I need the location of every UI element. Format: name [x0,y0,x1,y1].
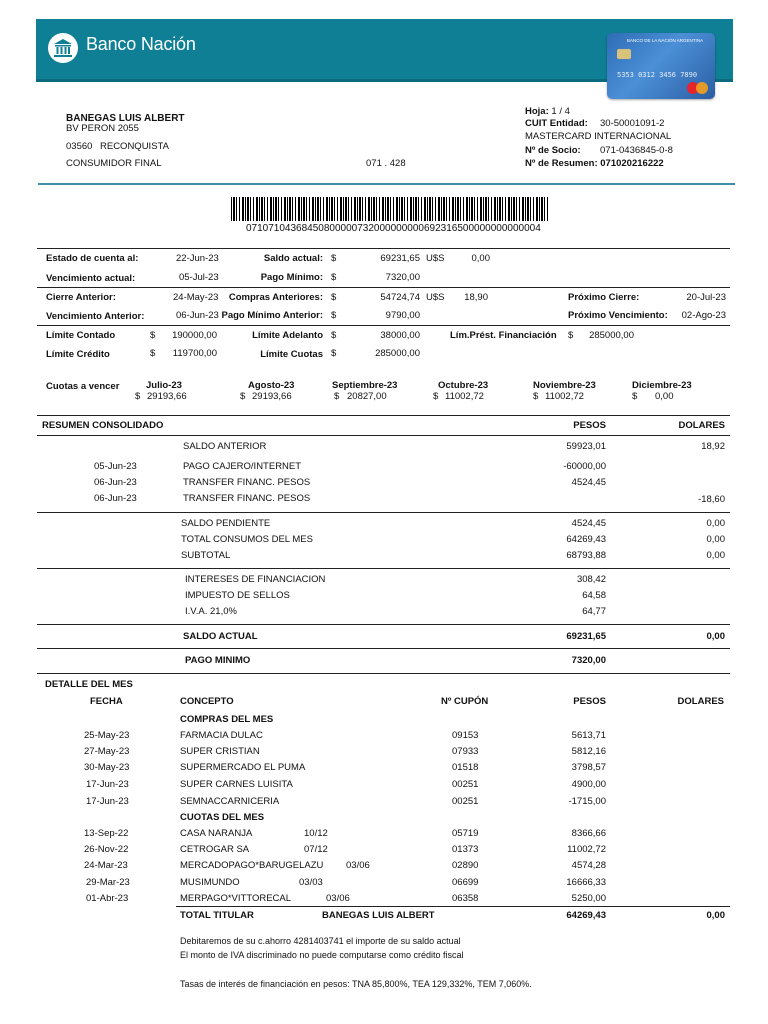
group3-pesos: 64,58 [582,590,606,601]
txn-concept: MERPAGO*VITTORECAL [180,893,292,904]
cuota-month: Agosto-23 [248,380,295,391]
saldo-actual-value: 69231,65 [380,253,420,264]
group3-pesos: 64,77 [582,606,606,617]
cuota-month: Octubre-23 [438,380,489,391]
group2-label: SUBTOTAL [181,550,231,561]
col-pesos: PESOS [573,696,606,707]
credit-card-icon [607,33,715,99]
cierre-anterior-label: Cierre Anterior: [46,292,116,303]
txn-installment: 07/12 [304,844,328,855]
divider [37,648,730,649]
footer-iva-note: El monto de IVA discriminado no puede computarse como crédito fiscal [180,950,464,960]
limite-contado-value: 190000,00 [172,330,217,341]
col-dolares: DOLARES [677,696,724,707]
page-number: Hoja: 1 / 4 [525,106,570,117]
txn-concept: CASA NARANJA [180,828,253,839]
txn-cupon: 09153 [452,730,479,741]
pago-minimo-value: 7320,00 [385,272,420,283]
txn-concept: MERCADOPAGO*BARUGELAZU [180,860,324,871]
vencimiento-anterior-value: 06-Jun-23 [176,310,219,321]
limite-cuotas-label: Límite Cuotas [260,349,323,360]
txn-date: 29-Mar-23 [86,877,130,888]
cuota-value: 20827,00 [347,391,387,402]
pago-minimo-total-pesos: 7320,00 [571,655,606,666]
detalle-title: DETALLE DEL MES [45,679,133,690]
divider [176,906,730,907]
group3-pesos: 308,42 [576,574,606,585]
cuotas-section-title: CUOTAS DEL MES [180,812,265,823]
txn-cupon: 07933 [452,746,479,757]
bank-name: Banco Nación [86,34,196,54]
divider [37,248,730,249]
cuota-value: 0,00 [655,391,674,402]
group3-label: IMPUESTO DE SELLOS [185,590,290,601]
holder-postal: 03560 [66,141,93,152]
compras-anteriores-value: 54724,74 [380,292,420,303]
card-number: 5353 0312 3456 7890 [617,71,698,79]
resumen-title: RESUMEN CONSOLIDADO [42,420,164,431]
txn-pesos: 3798,57 [571,762,606,773]
holder-street: BV PERON 2055 [66,123,139,134]
mov-concept: PAGO CAJERO/INTERNET [183,461,302,472]
col-fecha: FECHA [90,696,123,707]
txn-pesos: 4900,00 [571,779,606,790]
total-titular-dolares: 0,00 [706,910,725,921]
divider [38,183,735,185]
barcode [231,197,549,221]
mov-date: 06-Jun-23 [94,493,137,504]
txn-cupon: 02890 [452,860,479,871]
usd-symbol: U$S [426,292,445,303]
mov-date: 06-Jun-23 [94,477,137,488]
divider [37,512,730,513]
group2-pesos: 64269,43 [566,534,606,545]
txn-cupon: 06699 [452,877,479,888]
col-dolares: DOLARES [678,420,725,431]
limite-prestamo-value: 285000,00 [589,330,634,341]
cuota-value: 11002,72 [545,391,584,402]
total-titular-pesos: 64269,43 [566,910,606,921]
cuotas-a-vencer-label: Cuotas a vencer [46,381,120,392]
group2-pesos: 68793,88 [566,550,606,561]
group2-dolares: 0,00 [706,534,725,545]
txn-installment: 10/12 [304,828,328,839]
cuota-currency: $ [632,391,638,402]
cierre-anterior-value: 24-May-23 [173,292,219,303]
mastercard-logo-icon [687,82,709,94]
group2-label: SALDO PENDIENTE [181,518,271,529]
txn-date: 01-Abr-23 [86,893,129,904]
txn-installment: 03/06 [346,860,370,871]
divider [37,325,730,326]
footer-debit-note: Debitaremos de su c.ahorro 4281403741 el importe de su saldo actual [180,936,461,946]
divider [37,624,730,625]
limite-adelanto-value: 38000,00 [380,330,420,341]
currency-symbol: $ [331,348,337,359]
socio-label: Nº de Socio: [525,145,581,156]
col-pesos: PESOS [573,420,606,431]
txn-cupon: 01518 [452,762,479,773]
limite-contado-label: Límite Contado [46,330,116,341]
chip-icon [617,49,631,59]
divider [37,435,730,436]
cuota-value: 29193,66 [147,391,187,402]
txn-pesos: 4574,28 [571,860,606,871]
currency-symbol: $ [331,253,337,264]
proximo-vencimiento-value: 02-Ago-23 [681,310,726,321]
estado-label: Estado de cuenta al: [46,253,139,264]
limite-cuotas-value: 285000,00 [375,348,420,359]
currency-symbol: $ [331,310,337,321]
txn-installment: 03/06 [326,893,350,904]
cuota-currency: $ [533,391,539,402]
saldo-anterior-label: SALDO ANTERIOR [183,441,267,452]
cuota-month: Septiembre-23 [332,380,398,391]
total-titular-name: BANEGAS LUIS ALBERT [322,910,435,921]
txn-installment: 03/03 [299,877,323,888]
group2-pesos: 4524,45 [571,518,606,529]
vencimiento-value: 05-Jul-23 [179,272,219,283]
mov-dolares: -18,60 [698,494,725,505]
proximo-cierre-label: Próximo Cierre: [568,292,640,303]
compras-section-title: COMPRAS DEL MES [180,714,274,725]
txn-cupon: 06358 [452,893,479,904]
card-bank-text: BANCO DE LA NACIÓN ARGENTINA [627,38,704,43]
limite-prestamo-label: Lím.Prést. Financiación [450,330,557,341]
group2-dolares: 0,00 [706,518,725,529]
col-concepto: CONCEPTO [180,696,234,707]
txn-pesos: 8366,66 [571,828,606,839]
currency-symbol: $ [150,330,156,341]
txn-pesos: 11002,72 [567,844,606,855]
txn-date: 25-May-23 [84,730,130,741]
txn-pesos: 16666,33 [566,877,606,888]
compras-anteriores-label: Compras Anteriores: [228,292,323,303]
resumen-number: Nº de Resumen: 071020216222 [525,158,664,169]
txn-cupon: 00251 [452,779,479,790]
divider [37,673,730,674]
currency-symbol: $ [150,348,156,359]
cuota-currency: $ [240,391,246,402]
txn-date: 24-Mar-23 [84,860,128,871]
barcode-text: 07107104368450800000732000000000692316500000000000004 [246,223,541,234]
bank-building-icon [48,33,78,63]
cuota-value: 11002,72 [445,391,484,402]
txn-date: 27-May-23 [84,746,130,757]
group2-label: TOTAL CONSUMOS DEL MES [181,534,313,545]
limite-adelanto-label: Límite Adelanto [252,330,323,341]
pago-minimo-anterior-label: Pago Mínimo Anterior: [221,310,323,321]
holder-tax-condition: CONSUMIDOR FINAL [66,158,162,169]
saldo-actual-total-dolares: 0,00 [706,631,725,642]
txn-cupon: 00251 [452,796,479,807]
saldo-actual-usd: 0,00 [471,253,490,264]
currency-symbol: $ [331,330,337,341]
txn-pesos: 5250,00 [571,893,606,904]
divider [37,415,730,416]
txn-pesos: -1715,00 [568,796,606,807]
pago-minimo-total-label: PAGO MINIMO [185,655,251,666]
cuota-month: Diciembre-23 [632,380,692,391]
txn-concept: SUPER CRISTIAN [180,746,260,757]
txn-date: 17-Jun-23 [86,779,129,790]
currency-symbol: $ [331,292,337,303]
cuota-currency: $ [334,391,340,402]
socio-value: 071-0436845-0-8 [600,145,673,156]
pago-minimo-anterior-value: 9790,00 [385,310,420,321]
group3-label: I.V.A. 21,0% [185,606,237,617]
branch-code: 071 . 428 [366,158,406,169]
divider [37,568,730,569]
txn-pesos: 5812,16 [571,746,606,757]
saldo-actual-label: Saldo actual: [263,253,323,264]
holder-name: BANEGAS LUIS ALBERT [66,113,185,124]
txn-concept: FARMACIA DULAC [180,730,263,741]
proximo-cierre-value: 20-Jul-23 [686,292,726,303]
cuota-month: Noviembre-23 [533,380,596,391]
entity-name: MASTERCARD INTERNACIONAL [525,131,672,142]
holder-city: RECONQUISTA [100,141,169,152]
saldo-anterior-dolares: 18,92 [701,441,725,452]
cuit-value: 30-50001091-2 [600,118,665,129]
txn-concept: SUPER CARNES LUISITA [180,779,293,790]
estado-value: 22-Jun-23 [176,253,219,264]
vencimiento-anterior-label: Vencimiento Anterior: [46,311,145,322]
mov-pesos: 4524,45 [571,477,606,488]
limite-credito-value: 119700,00 [172,348,217,359]
pago-minimo-label: Pago Mínimo: [260,272,323,283]
col-cupon: Nº CUPÓN [441,696,489,707]
mov-date: 05-Jun-23 [94,461,137,472]
txn-date: 13-Sep-22 [84,828,129,839]
cuota-currency: $ [433,391,439,402]
group2-dolares: 0,00 [706,550,725,561]
txn-cupon: 05719 [452,828,479,839]
txn-date: 26-Nov-22 [84,844,129,855]
txn-cupon: 01373 [452,844,479,855]
txn-concept: SUPERMERCADO EL PUMA [180,762,306,773]
group3-label: INTERESES DE FINANCIACION [185,574,326,585]
proximo-vencimiento-label: Próximo Vencimiento: [568,310,668,321]
txn-date: 30-May-23 [84,762,130,773]
saldo-actual-total-pesos: 69231,65 [566,631,606,642]
txn-concept: CETROGAR SA [180,844,250,855]
vencimiento-label: Vencimiento actual: [46,273,136,284]
mov-pesos: -60000,00 [563,461,606,472]
cuota-month: Julio-23 [146,380,182,391]
txn-concept: MUSIMUNDO [180,877,240,888]
footer-rates-note: Tasas de interés de financiación en pesos: TNA 85,800%, TEA 129,332%, TEM 7,060%. [180,979,532,989]
saldo-anterior-pesos: 59923,01 [566,441,606,452]
txn-concept: SEMNACCARNICERIA [180,796,280,807]
mov-concept: TRANSFER FINANC. PESOS [183,493,311,504]
cuota-value: 29193,66 [252,391,292,402]
cuit-label: CUIT Entidad: [525,118,588,129]
mov-concept: TRANSFER FINANC. PESOS [183,477,311,488]
txn-date: 17-Jun-23 [86,796,129,807]
saldo-actual-total-label: SALDO ACTUAL [183,631,258,642]
cuota-currency: $ [135,391,141,402]
compras-anteriores-usd: 18,90 [464,292,488,303]
currency-symbol: $ [331,272,337,283]
divider [37,287,730,288]
currency-symbol: $ [568,330,574,341]
limite-credito-label: Límite Crédito [46,349,110,360]
total-titular-label: TOTAL TITULAR [180,910,254,921]
usd-symbol: U$S [426,253,445,264]
txn-pesos: 5613,71 [571,730,606,741]
